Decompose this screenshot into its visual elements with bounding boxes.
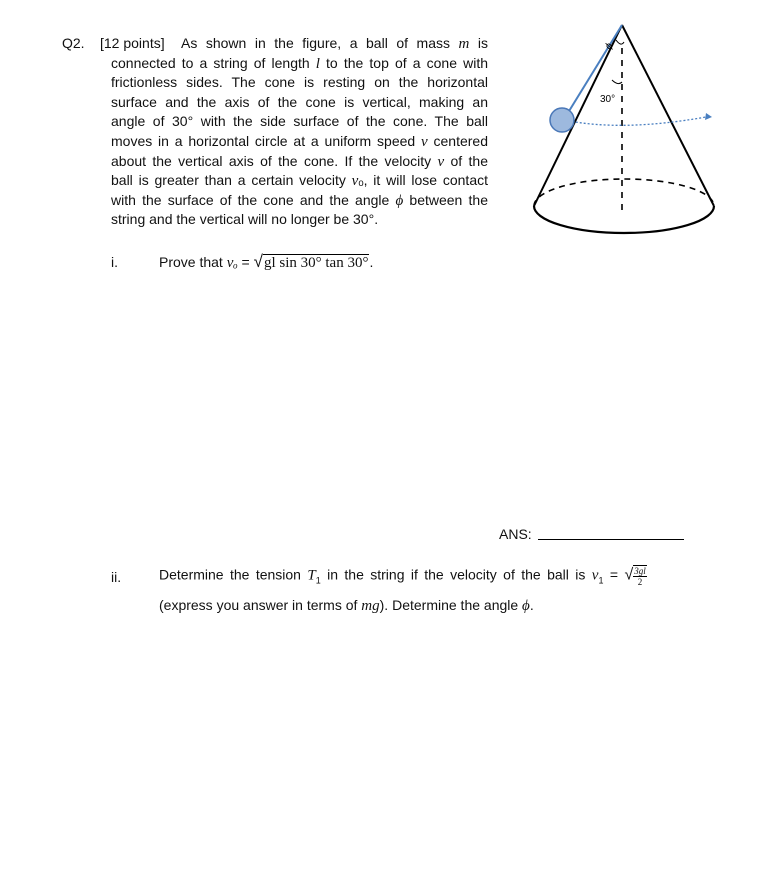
answer-line[interactable] [538, 539, 684, 540]
part-ii-label: ii. [111, 569, 122, 585]
question-line: frictionless sides. The cone is resting on the horizontal [111, 74, 488, 91]
cone-figure [530, 20, 730, 248]
cone-base-front [534, 206, 714, 233]
angle-arc [612, 80, 622, 84]
cone-base-back [534, 179, 714, 206]
ans-label: ANS: [499, 526, 532, 542]
cone-left-side [534, 25, 622, 206]
part-i-label: i. [111, 254, 118, 270]
ball [550, 108, 574, 132]
question-line: string and the vertical will no longer be 30°. [111, 211, 379, 228]
question-points: [12 points] [100, 35, 165, 51]
part-ii-line1: Determine the tension $T_1$ in the string if the velocity of the ball is $v_1$ = √ $\frac{3gl}{2}$ [159, 566, 646, 587]
question-line: As shown in the figure, a ball of mass m is [181, 35, 488, 52]
question-line: with the surface of the cone and the angle ϕ between the [111, 191, 488, 209]
question-line: surface and the axis of the cone is vertical, making an [111, 93, 488, 110]
question-line: connected to a string of length l to the top of a cone with [111, 54, 488, 72]
question-line: moves in a horizontal circle at a uniform speed v centered [111, 133, 488, 150]
part-i-text: Prove that vₒ = √gl sin 30° tan 30°. [159, 252, 374, 271]
phi-label: ϕ [603, 41, 616, 52]
path-arrow-icon [705, 113, 712, 120]
part-ii-line2: (express you answer in terms of mg). Determine the angle ϕ. [159, 597, 534, 614]
question-line: ball is greater than a certain velocity vₒ, it will lose contact [111, 172, 488, 190]
angle-label: 30° [600, 94, 616, 105]
sqrt-content: gl sin 30° tan 30° [263, 255, 369, 271]
question-number: Q2. [62, 35, 85, 51]
question-line: angle of 30° with the side surface of the cone. The ball [111, 113, 488, 130]
question-line: about the vertical axis of the cone. If the velocity v of the [111, 152, 488, 170]
ball-path [564, 117, 706, 125]
phi-arc [616, 40, 624, 44]
